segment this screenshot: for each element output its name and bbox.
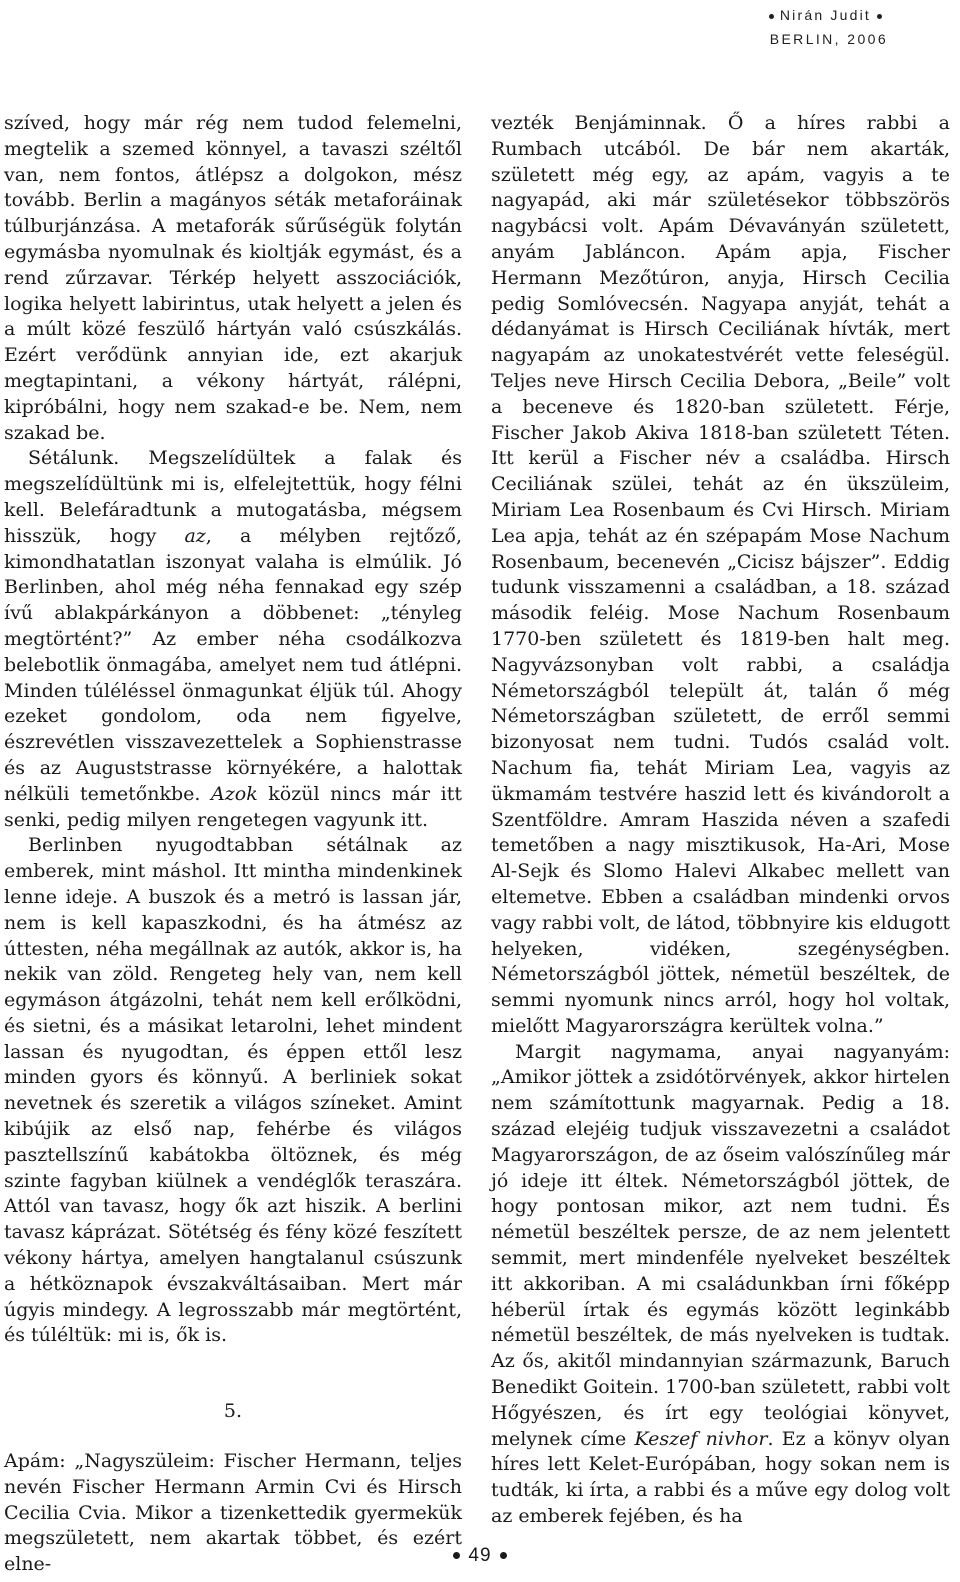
text-run: Sétálunk. Megszelídültek a falak és megszelídültünk mi is, elfelejtettük, hogy félni kell. Belefáradtunk a mutogatásba, mégsem hisszük, hogy	[4, 447, 462, 547]
text-run: Margit nagymama, anyai nagyanyám: „Amikor jöttek a zsidótörvények, akkor hirtelen nem számítottunk magyarnak. Pedig a 18. század elejéig tudjuk visszavezetni a családot Magyarországon, de az őseim valószínűleg már jó ideje itt éltek. Németországból jöttek, de hogy pontosan mikor, azt nem tudni. És németül beszéltek persze, de az nem jelentett semmit, mert mindenféle nyelveket beszéltek itt akkoriban. A mi családunkban írni főképp héberül írtak és egymás között leginkább németül beszéltek, de más nyelveken is tudtak. Az ős, akitől mindannyian származunk, Baruch Benedikt Goitein. 1700-ban született, rabbi volt Hőgyészen, és írt egy teológiai könyvet, melynek címe	[491, 1040, 950, 1450]
paragraph: Berlinben nyugodtabban sétálnak az emberek, mint máshol. Itt mintha mindenkinek lenne ideje. A buszok és a metró is lassan jár, nem is kell kapaszkodni, és ha átmész az úttesten, néha megállnak az autók, akkor is, ha nekik van zöld. Rengeteg hely van, nem kell egymáson átgázolni, tehát nem kell erőlködni, és sietni, és a másikat letarolni, lehet mindent lassan és nyugodtan, és éppen ettől lesz minden gyors és könnyű. A berliniek sokat nevetnek és szeretik a világos színeket. Amint kibújik az első nap, fehérbe és világos pasztellszínű kabátokba öltöznek, és még szinte fagyban kiülnek a vendéglők teraszára. Attól van tavasz, hogy ők azt hiszik. A berlini tavasz káprázat. Sötétség és fény közé feszített vékony hártya, amelyen hangtalanul csúszunk a hétköznapok évszakváltásaiban. Mert már úgyis mindegy. A legrosszabb már megtörtént, és túléltük: mi is, ők is.	[4, 834, 462, 1347]
text-run: . Ez a könyv olyan híres lett Kelet-Európában, hogy sokan nem is tudták, ki írta, a rabbi és a műve egy dolog volt az emberek fejében, és ha	[491, 1427, 950, 1528]
text-run: közül nincs már itt senki, pedig milyen rengetegen vagyunk itt.	[4, 782, 463, 831]
paragraph	[491, 1040, 950, 1530]
running-head-place-year: BERLIN, 2006	[769, 31, 888, 47]
bullet-icon	[769, 14, 774, 19]
bullet-icon	[453, 1552, 460, 1559]
paragraph: vezték Benjáminnak. Ő a híres rabbi a Rumbach utcából. De bár nem akarták, született még egy, az apám, vagyis a te nagyapád, aki már születésekor többszörös nagybácsi volt. Apám Dévaványán született, anyám Jabláncon. Apám apja, Fischer Hermann Mezőtúron, anyja, Hirsch Cecilia pedig Somlóvecsén. Nagyapa anyját, tehát a dédanyámat is Hirsch Ceciliának hívták, mert nagyapám az unokatestvérét vette feleségül. Teljes neve Hirsch Cecilia Debora, „Beile” volt a beceneve és 1820-ban született. Férje, Fischer Jakob Akiva 1818-ban született Téten. Itt kerül a Fischer név a családba. Hirsch Ceciliának szülei, tehát az én ükszüleim, Miriam Lea Rosenbaum és Cvi Hirsch. Miriam Lea apja, tehát az én szépapám Mose Nachum Rosenbaum, becenevén „Cicisz bájszer”. Eddig tudunk visszamenni a családban, a 18. század második feléig. Mose Nachum Rosenbaum 1770-ben született és 1819-ben halt meg. Nagyvázsonyban volt rabbi, a családja Németországból települt át, talán ő még Németországban született, de erről semmi bizonyosat nem tudni. Tudós család volt. Nachum fia, tehát Miriam Lea, vagyis az ükmamám testvére haszid lett és kivándorolt a Szentföldre. Amram Haszida néven a szafedi temetőben a nagy misztikusok, Ha-Ari, Mose Al-Sejk és Slomo Halevi Alkabec mellett van eltemetve. Ebben a családban mindenki orvos vagy rabbi volt, de látod, többnyire kis eldugott helyeken, vidéken, szegénységben. Németországból jöttek, németül beszéltek, de semmi nyomunk nincs arról, hogy hol voltak, mielőtt Magyarországra kerültek volna.”	[491, 112, 950, 1037]
emphasis-text: az	[184, 524, 206, 547]
bullet-icon	[500, 1552, 507, 1559]
paragraph: Apám: „Nagyszüleim: Fischer Hermann, teljes nevén Fischer Hermann Armin Cvi és Hirsch Cecilia Cvia. Mikor a tizenkettedik gyermekük megszületett, nem akartak többet, és ezért elne-	[4, 1450, 462, 1576]
running-head-author: Nirán Judit	[779, 7, 871, 23]
right-column	[491, 111, 950, 1530]
text-run: , a mélyben rejtőző, kimondhatatlan iszonyat valaha is elmúlik. Jó Berlinben, ahol még néha fennakad egy szép ívű ablakpárkányon a döbbenet: „tényleg megtörtént?” Az ember néha csodálkozva belebotlik önmagába, amelyet nem tud átlépni. Minden túléléssel önmagunkat éljük túl. Ahogy ezeket gondolom, oda nem figyelve, észrevétlen visszavezettelek a Sophienstrasse és az Auguststrasse környékére, a halottak nélküli temetőnkbe.	[4, 524, 463, 805]
running-head-author-line	[648, 6, 888, 24]
left-column	[4, 111, 462, 1578]
paragraph: szíved, hogy már rég nem tudod felemelni, megtelik a szemed könnyel, a tavaszi széltől van, nem fontos, átlépsz a dolgokon, mész tovább. Berlin a magányos séták metaforáinak túlburjánzása. A metaforák sűrűségük folytán egymásba nyomulnak és kioltják egymást, és a rend zűrzavar. Térkép helyett asszociációk, logika helyett labirintus, utak helyett a jelen és a múlt közé feszülő hártyán való csúszkálás. Ezért verődünk annyian ide, ezt akarjuk megtapintani, a vékony hártyát, rálépni, kipróbálni, hogy nem szakad-e be. Nem, nem szakad be.	[4, 112, 462, 444]
paragraph	[4, 446, 462, 833]
emphasis-text: Keszef nivhor	[634, 1427, 768, 1450]
page-number: 49	[468, 1545, 492, 1566]
running-head	[648, 6, 888, 48]
section-number: 5.	[223, 1400, 243, 1423]
page-footer	[0, 1545, 960, 1567]
bullet-icon	[877, 14, 882, 19]
emphasis-text: Azok	[211, 782, 258, 805]
